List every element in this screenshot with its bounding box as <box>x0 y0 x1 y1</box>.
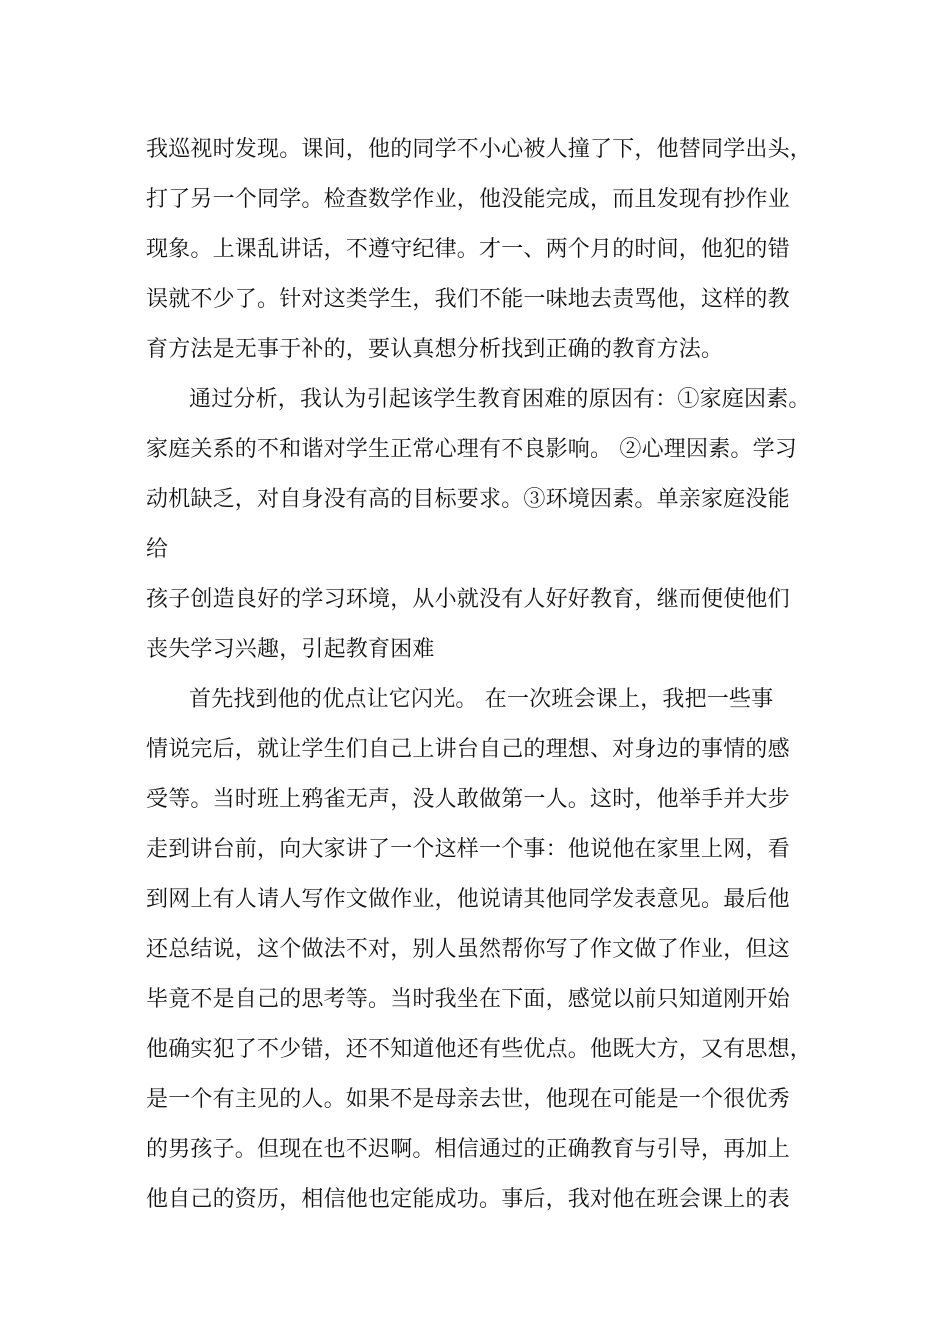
text-line: 的男孩子。但现在也不迟啊。相信通过的正确教育与引导，再加上 <box>146 1137 790 1162</box>
text-line: 动机缺乏，对自身没有高的目标要求。③环境因素。单亲家庭没能 <box>146 487 790 512</box>
text-line: 育方法是无事于补的，要认真想分析找到正确的教育方法。 <box>146 337 724 362</box>
text-line: 到网上有人请人写作文做作业，他说请其他同学发表意见。最后他 <box>146 887 790 912</box>
text-line: 走到讲台前，向大家讲了一个这样一个事：他说他在家里上网，看 <box>146 837 790 862</box>
text-line: 家庭关系的不和谐对学生正常心理有不良影响。 ②心理因素。学习 <box>146 437 797 462</box>
text-line: 他确实犯了不少错，还不知道他还有些优点。他既大方，又有思想， <box>146 1037 813 1062</box>
paragraph-start-line: 首先找到他的优点让它闪光。 在一次班会课上，我把一些事 <box>189 687 774 712</box>
text-line: 毕竟不是自己的思考等。当时我坐在下面，感觉以前只知道刚开始 <box>146 987 790 1012</box>
text-line: 是一个有主见的人。如果不是母亲去世，他现在可能是一个很优秀 <box>146 1087 790 1112</box>
paragraph-start-line: 通过分析，我认为引起该学生教育困难的原因有：①家庭因素。 <box>189 387 811 412</box>
text-line: 现象。上课乱讲话，不遵守纪律。才一、两个月的时间，他犯的错 <box>146 237 790 262</box>
text-line: 受等。当时班上鸦雀无声，没人敢做第一人。这时，他举手并大步 <box>146 787 790 812</box>
text-line: 给 <box>146 537 169 562</box>
text-line: 我巡视时发现。课间，他的同学不小心被人撞了下，他替同学出头， <box>146 137 813 162</box>
text-line: 还总结说，这个做法不对，别人虽然帮你写了作文做了作业，但这 <box>146 937 790 962</box>
text-line: 孩子创造良好的学习环境，从小就没有人好好教育，继而便使他们 <box>146 587 790 612</box>
text-line: 他自己的资历，相信他也定能成功。事后，我对他在班会课上的表 <box>146 1187 790 1212</box>
text-line: 误就不少了。针对这类学生，我们不能一味地去责骂他，这样的教 <box>146 287 790 312</box>
text-line: 情说完后，就让学生们自己上讲台自己的理想、对身边的事情的感 <box>146 737 790 762</box>
text-line: 丧失学习兴趣，引起教育困难 <box>146 637 435 662</box>
text-line: 打了另一个同学。检查数学作业，他没能完成，而且发现有抄作业 <box>146 187 790 212</box>
